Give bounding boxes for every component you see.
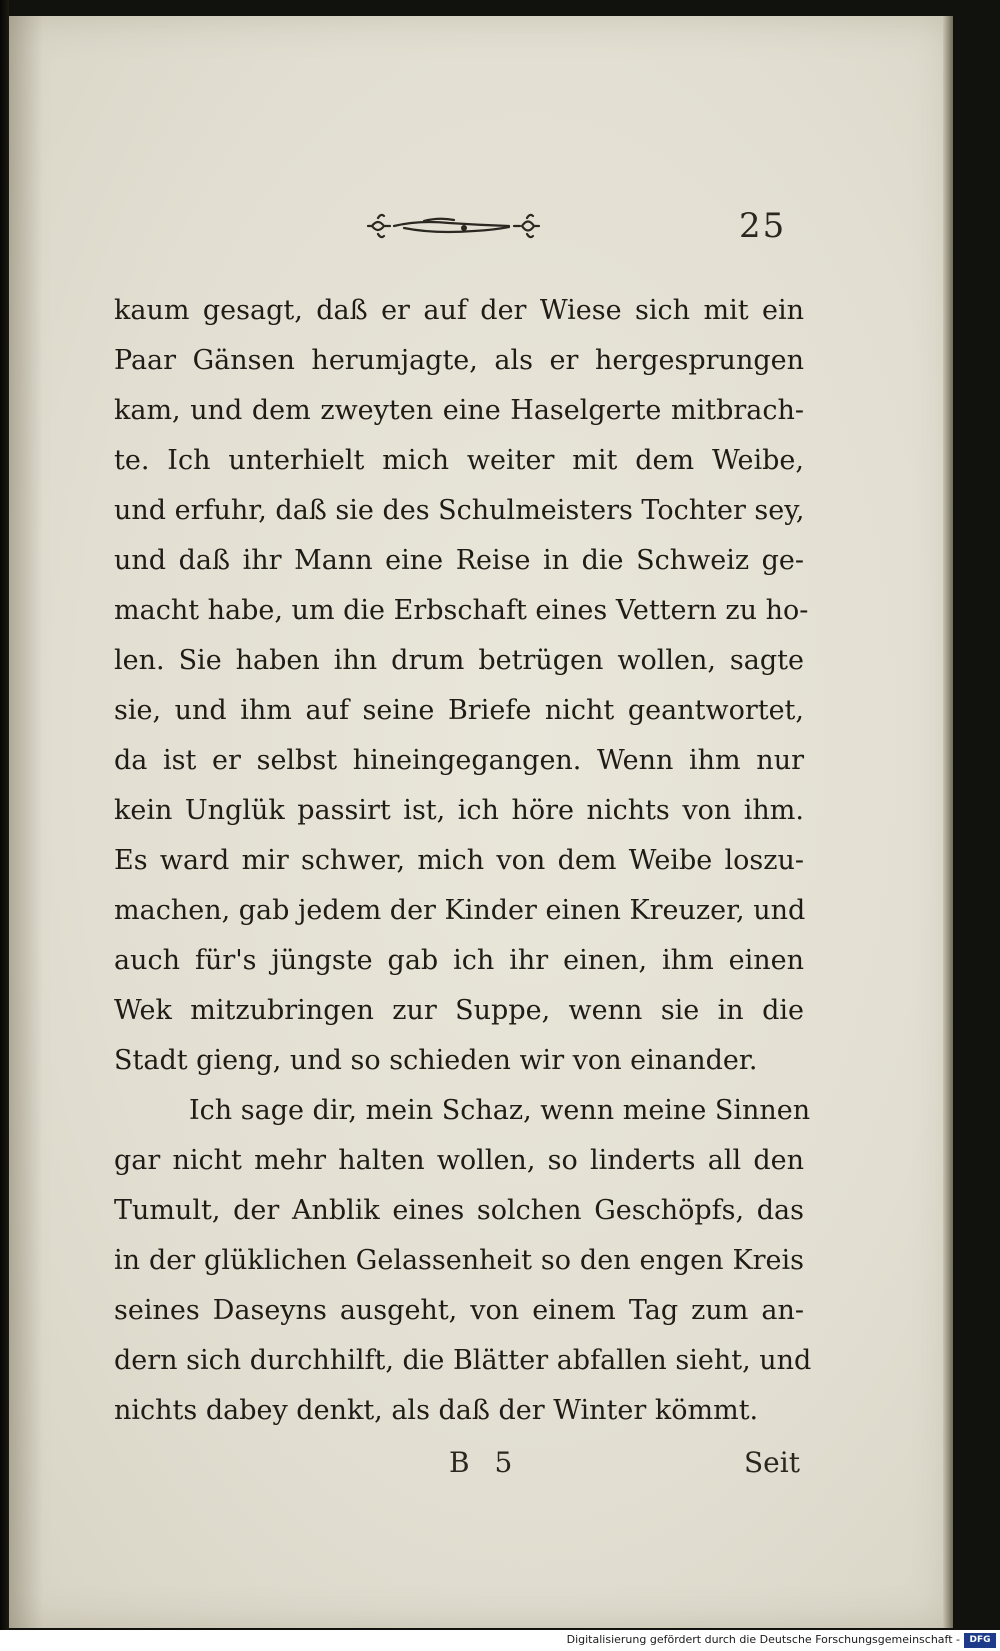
signature-mark: B 5: [449, 1446, 521, 1479]
book-page: [9, 16, 953, 1628]
text-line: in der glüklichen Gelassenheit so den engen Kreis: [114, 1245, 804, 1276]
body-text: [114, 286, 812, 1436]
credit-text: Digitalisierung gefördert durch die Deutsche Forschungsgemeinschaft -: [566, 1633, 960, 1646]
text-line: Wek mitzubringen zur Suppe, wenn sie in die: [114, 995, 804, 1026]
credit-bar: [0, 1630, 1000, 1651]
page-number: 25: [739, 206, 787, 246]
text-line: seines Daseyns ausgeht, von einem Tag zum an-: [114, 1295, 804, 1326]
text-line: Es ward mir schwer, mich von dem Weibe loszu-: [114, 845, 804, 876]
catchword: Seit: [744, 1446, 800, 1479]
dfg-logo: DFG: [964, 1633, 996, 1648]
text-line: auch für's jüngste gab ich ihr einen, ihm einen: [114, 945, 804, 976]
text-line: kein Unglük passirt ist, ich höre nichts von ihm.: [114, 795, 804, 826]
text-line: und erfuhr, daß sie des Schulmeisters Tochter sey,: [114, 495, 805, 526]
text-line: Stadt gieng, und so schieden wir von einander.: [114, 1045, 758, 1076]
book-edge: [0, 0, 9, 1651]
text-line: da ist er selbst hineingegangen. Wenn ihm nur: [114, 745, 804, 776]
text-line: te. Ich unterhielt mich weiter mit dem Weibe,: [114, 445, 804, 476]
text-line: nichts dabey denkt, als daß der Winter kömmt.: [114, 1395, 759, 1426]
text-line: len. Sie haben ihn drum betrügen wollen, sagte: [114, 645, 804, 676]
text-line: Ich sage dir, mein Schaz, wenn meine Sinnen: [189, 1095, 811, 1126]
text-line: dern sich durchhilft, die Blätter abfallen sieht, und: [114, 1345, 812, 1376]
text-line: Paar Gänsen herumjagte, als er hergesprungen: [114, 345, 804, 376]
page-gutter-shadow: [9, 16, 43, 1628]
text-line: machen, gab jedem der Kinder einen Kreuzer, und: [114, 895, 806, 926]
text-line: und daß ihr Mann eine Reise in die Schweiz ge-: [114, 545, 804, 576]
page-footer: [9, 1446, 953, 1496]
text-line: kam, und dem zweyten eine Haselgerte mitbrach-: [114, 395, 804, 426]
text-line: Tumult, der Anblik eines solchen Geschöpfs, das: [114, 1195, 804, 1226]
text-line: sie, und ihm auf seine Briefe nicht geantwortet,: [114, 695, 804, 726]
vignette-icon: [364, 206, 544, 246]
text-line: gar nicht mehr halten wollen, so linderts all den: [114, 1145, 804, 1176]
text-line: macht habe, um die Erbschaft eines Vettern zu ho-: [114, 595, 809, 626]
page-right-edge: [943, 16, 953, 1628]
text-line: kaum gesagt, daß er auf der Wiese sich mit ein: [114, 295, 804, 326]
